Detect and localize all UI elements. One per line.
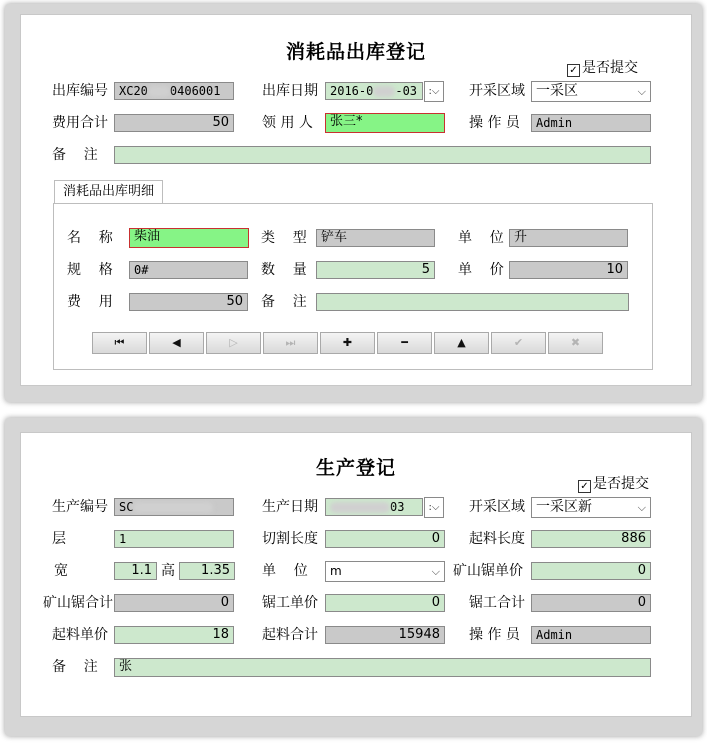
- production-date-dropdown[interactable]: :⌵: [424, 497, 444, 518]
- production-cutter-price-field[interactable]: 0: [325, 594, 445, 612]
- production-width-label: 宽: [54, 563, 68, 579]
- insert-record-button[interactable]: [320, 332, 375, 354]
- detail-name-label: 名 称: [67, 230, 113, 246]
- production-saw-price-field[interactable]: 0: [531, 562, 651, 580]
- production-submitted-checkbox[interactable]: [578, 475, 649, 493]
- production-start-len-label: 起料长度: [469, 531, 525, 547]
- production-no-label: 生产编号: [52, 499, 108, 515]
- detail-spec-field[interactable]: 0#: [129, 261, 248, 279]
- production-height-label: 高: [161, 563, 175, 579]
- production-area-select[interactable]: 一采区新 ⌵: [531, 497, 651, 518]
- outbound-panel: [20, 14, 692, 386]
- production-layer-label: 层: [52, 531, 66, 547]
- redacted-mark: [330, 502, 390, 513]
- detail-unit-label: 单 位: [458, 230, 504, 246]
- production-operator-label: 操 作 员: [469, 627, 520, 643]
- outbound-detail-tabbody: [53, 203, 653, 370]
- production-cut-field[interactable]: 0: [325, 530, 445, 548]
- outbound-date-field[interactable]: 2016-0 -03: [325, 82, 423, 100]
- outbound-operator-label: 操 作 员: [469, 115, 520, 131]
- detail-type-field[interactable]: 铲车: [316, 229, 435, 247]
- detail-fee-field[interactable]: 50: [129, 293, 248, 311]
- outbound-receiver-field[interactable]: 张三*: [325, 113, 445, 133]
- production-remark-field[interactable]: 张: [114, 658, 651, 677]
- redacted-mark: [133, 502, 213, 513]
- detail-qty-label: 数 量: [261, 262, 307, 278]
- production-start-total-field[interactable]: 15948: [325, 626, 445, 644]
- production-layer-field[interactable]: 1: [114, 530, 234, 548]
- production-width-field[interactable]: 1.1: [114, 562, 157, 580]
- post-record-button[interactable]: [491, 332, 546, 354]
- production-title: 生产登记: [315, 457, 396, 479]
- checkbox-check-icon: ✓: [578, 480, 591, 493]
- outbound-submitted-checkbox[interactable]: [567, 59, 638, 77]
- production-saw-total-field[interactable]: 0: [114, 594, 234, 612]
- production-date-field[interactable]: 03: [325, 498, 423, 516]
- production-start-price-label: 起料单价: [52, 627, 108, 643]
- outbound-submitted-label: 是否提交: [582, 60, 638, 76]
- outbound-detail-tab[interactable]: 消耗品出库明细: [54, 180, 163, 203]
- outbound-no-label: 出库编号: [52, 83, 108, 99]
- production-unit-select[interactable]: m ⌵: [325, 561, 445, 582]
- redacted-mark: [373, 86, 395, 97]
- detail-price-field[interactable]: 10: [509, 261, 628, 279]
- detail-fee-label: 费 用: [67, 294, 113, 310]
- production-start-price-field[interactable]: 18: [114, 626, 234, 644]
- outbound-area-label: 开采区域: [469, 83, 525, 99]
- post-record-icon: ✔: [513, 336, 524, 349]
- detail-note-field[interactable]: [316, 293, 629, 311]
- production-no-field[interactable]: SC: [114, 498, 234, 516]
- first-record-button[interactable]: [92, 332, 147, 354]
- edit-record-button[interactable]: [434, 332, 489, 354]
- production-remark-label: 备 注: [52, 659, 98, 675]
- next-record-icon: ▷: [229, 336, 238, 349]
- outbound-area-select[interactable]: 一采区 ⌵: [531, 81, 651, 102]
- production-unit-label: 单 位: [262, 563, 308, 579]
- outbound-receiver-label: 领 用 人: [262, 115, 313, 131]
- cancel-record-button[interactable]: [548, 332, 603, 354]
- outbound-remark-field[interactable]: [114, 146, 651, 164]
- production-cut-label: 切割长度: [262, 531, 318, 547]
- outbound-date-dropdown[interactable]: :⌵: [424, 81, 444, 102]
- record-navigator: [92, 332, 606, 356]
- detail-spec-label: 规 格: [67, 262, 113, 278]
- chevron-down-icon: ⌵: [431, 565, 440, 578]
- outbound-operator-field[interactable]: Admin: [531, 114, 651, 132]
- outbound-date-label: 出库日期: [262, 83, 318, 99]
- production-cutter-total-label: 锯工合计: [469, 595, 525, 611]
- production-saw-price-label: 矿山锯单价: [453, 563, 523, 579]
- chevron-down-icon: ⌵: [637, 501, 646, 514]
- outbound-remark-label: 备 注: [52, 147, 98, 163]
- production-start-total-label: 起料合计: [262, 627, 318, 643]
- detail-note-label: 备 注: [261, 294, 307, 310]
- detail-price-label: 单 价: [458, 262, 504, 278]
- production-submitted-label: 是否提交: [593, 476, 649, 492]
- last-record-button[interactable]: [263, 332, 318, 354]
- delete-record-icon: ━: [401, 336, 408, 349]
- detail-qty-field[interactable]: 5: [316, 261, 435, 279]
- cancel-record-icon: ✖: [570, 336, 581, 349]
- detail-name-field[interactable]: 柴油: [129, 228, 249, 248]
- insert-record-icon: ✚: [342, 336, 353, 349]
- production-operator-field[interactable]: Admin: [531, 626, 651, 644]
- edit-record-icon: ▲: [457, 336, 466, 349]
- production-start-len-field[interactable]: 886: [531, 530, 651, 548]
- next-record-button[interactable]: [206, 332, 261, 354]
- outbound-cost-field[interactable]: 50: [114, 114, 234, 132]
- prior-record-icon: ◀: [172, 336, 181, 349]
- checkbox-check-icon: ✓: [567, 64, 580, 77]
- outbound-title: 消耗品出库登记: [285, 41, 426, 63]
- delete-record-button[interactable]: [377, 332, 432, 354]
- outbound-cost-label: 费用合计: [52, 115, 108, 131]
- last-record-icon: ⏭: [285, 336, 296, 349]
- redacted-mark: [148, 86, 170, 97]
- prior-record-button[interactable]: [149, 332, 204, 354]
- detail-type-label: 类 型: [261, 230, 307, 246]
- chevron-down-icon: ⌵: [637, 85, 646, 98]
- detail-unit-field[interactable]: 升: [509, 229, 628, 247]
- production-saw-total-label: 矿山锯合计: [43, 595, 113, 611]
- production-area-label: 开采区域: [469, 499, 525, 515]
- production-cutter-total-field[interactable]: 0: [531, 594, 651, 612]
- outbound-no-field[interactable]: XC20 0406001: [114, 82, 234, 100]
- production-cutter-price-label: 锯工单价: [262, 595, 318, 611]
- first-record-icon: ⏮: [114, 336, 125, 349]
- production-height-field[interactable]: 1.35: [179, 562, 235, 580]
- production-date-label: 生产日期: [262, 499, 318, 515]
- production-panel: [20, 432, 692, 717]
